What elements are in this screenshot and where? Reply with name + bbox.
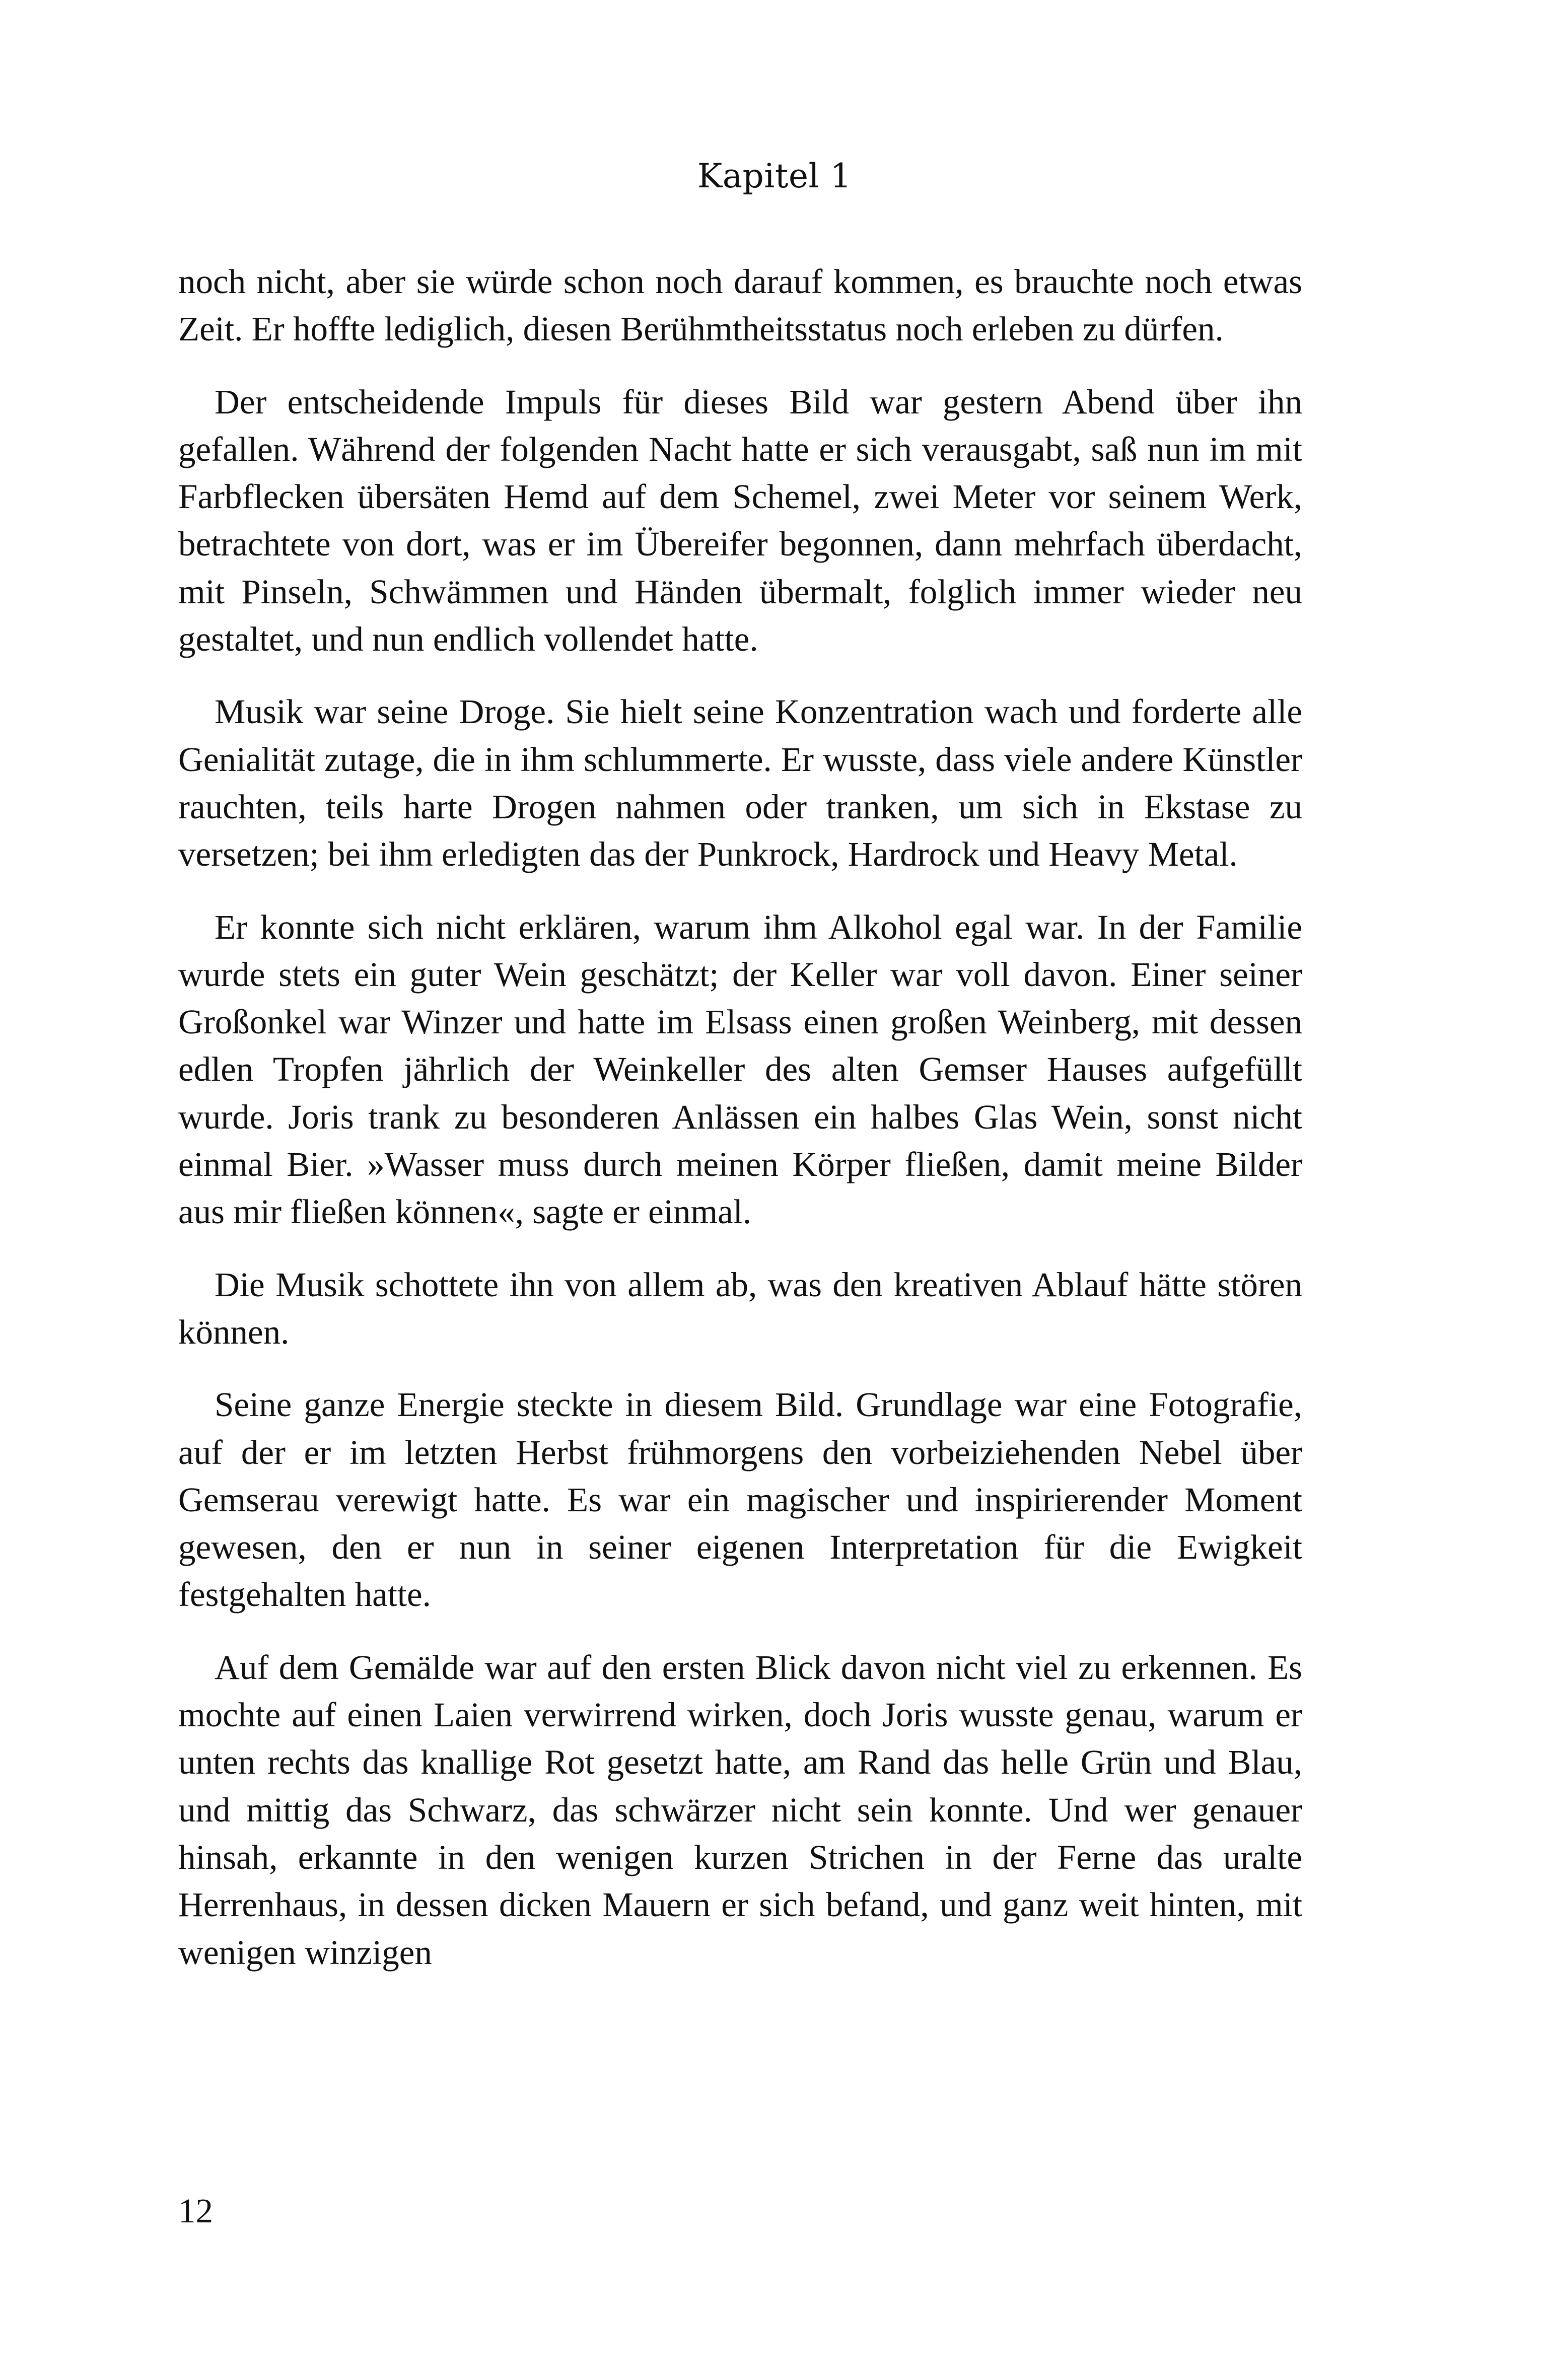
page-number: 12: [178, 2192, 213, 2230]
body-text: [178, 258, 1302, 2001]
paragraph: Die Musik schottete ihn von allem ab, was den kreativen Ablauf hätte stören können.: [178, 1265, 1302, 1351]
paragraph: Auf dem Gemälde war auf den ersten Blick davon nicht viel zu erkennen. Es mochte auf einen Laien verwirrend wirken, doch Joris wusste genau, warum er unten rechts das knallige Rot gesetzt hatte, am Rand das helle Grün und Blau, und mittig das Schwarz, das schwärzer nicht sein konnte. Und wer genauer hinsah, erkannte in den wenigen kurzen Strichen in der Ferne das uralte Herrenhaus, in dessen dicken Mauern er sich befand, und ganz weit hinten, mit wenigen winzigen: [178, 1648, 1302, 1972]
paragraph: Musik war seine Droge. Sie hielt seine Konzentration wach und forderte alle Genialität zutage, die in ihm schlummerte. Er wusste, dass viele andere Künstler rauchten, teils harte Drogen nahmen oder tranken, um sich in Ekstase zu versetzen; bei ihm erledigten das der Punkrock, Hardrock und Heavy Metal.: [178, 692, 1302, 874]
paragraph: noch nicht, aber sie würde schon noch darauf kommen, es brauchte noch etwas Zeit. Er hoffte lediglich, diesen Berühmtheitsstatus noch erleben zu dürfen.: [178, 262, 1302, 348]
paragraph: Er konnte sich nicht erklären, warum ihm Alkohol egal war. In der Familie wurde stets ein guter Wein geschätzt; der Keller war voll davon. Einer seiner Großonkel war Winzer und hatte im Elsass einen großen Weinberg, mit dessen edlen Tropfen jährlich der Weinkeller des alten Gemser Hauses aufgefüllt wurde. Joris trank zu besonderen Anlässen ein halbes Glas Wein, sonst nicht einmal Bier. »Wasser muss durch meinen Körper fließen, damit meine Bilder aus mir fließen können«, sagte er einmal.: [178, 907, 1302, 1231]
paragraph: Seine ganze Energie steckte in diesem Bild. Grundlage war eine Fotografie, auf der er im letzten Herbst frühmorgens den vorbeiziehenden Nebel über Gemserau verewigt hatte. Es war ein magischer und inspirierender Moment gewesen, den er nun in seiner eigenen Interpretation für die Ewigkeit festgehalten hatte.: [178, 1385, 1302, 1614]
running-head-title: Kapitel 1: [697, 157, 852, 195]
paragraph: Der entscheidende Impuls für dieses Bild war gestern Abend über ihn gefallen. Während der folgenden Nacht hatte er sich verausgabt, saß nun im mit Farbflecken übersäten Hemd auf dem Schemel, zwei Meter vor seinem Werk, betrachtete von dort, was er im Übereifer begonnen, dann mehrfach überdacht, mit Pinseln, Schwämmen und Händen übermalt, folglich immer wieder neu gestaltet, und nun endlich vollendet hatte.: [178, 382, 1302, 659]
